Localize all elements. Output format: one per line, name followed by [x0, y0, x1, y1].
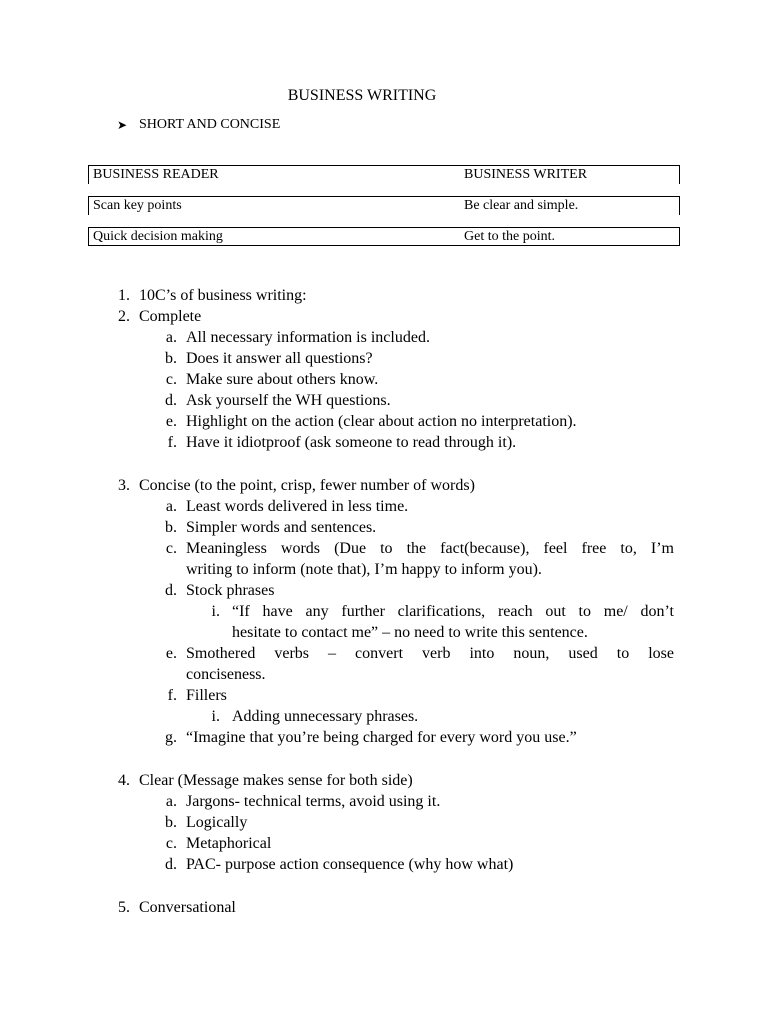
list-letter: e. [165, 645, 177, 662]
list-text: 10C’s of business writing: [139, 287, 307, 304]
list-text: writing to inform (note that), I’m happy to inform you). [186, 561, 542, 578]
list-text: Highlight on the action (clear about action no interpretation). [186, 413, 577, 430]
list-text: Jargons- technical terms, avoid using it. [186, 793, 441, 810]
list-text: Clear (Message makes sense for both side) [139, 772, 413, 789]
list-number: 1. [118, 287, 130, 304]
table-header-cell: BUSINESS WRITER [464, 167, 588, 182]
list-number: 3. [118, 477, 130, 494]
subheading-text: SHORT AND CONCISE [139, 117, 281, 132]
list-text: Have it idiotproof (ask someone to read through it). [186, 434, 517, 451]
table-cell: Quick decision making [93, 229, 223, 244]
table-cell: Get to the point. [464, 229, 555, 244]
list-text: Stock phrases [186, 582, 275, 599]
list-text: “If have any further clarifications, reach out to me/ don’t [232, 603, 674, 620]
list-text: Meaningless words (Due to the fact(because), feel free to, I’m [186, 540, 674, 557]
table-header-cell: BUSINESS READER [93, 167, 219, 182]
list-text: Fillers [186, 687, 227, 704]
list-text: Conversational [139, 899, 236, 916]
list-letter: e. [165, 413, 177, 430]
subheading [117, 117, 280, 133]
arrowhead-bullet-icon: ➤ [117, 117, 128, 132]
table-row [88, 227, 680, 246]
table-cell: Scan key points [93, 198, 182, 213]
list-text: Make sure about others know. [186, 371, 379, 388]
list-letter: c. [165, 371, 177, 388]
list-text: Adding unnecessary phrases. [232, 708, 419, 725]
list-letter: a. [165, 498, 177, 515]
page-title: BUSINESS WRITING [287, 87, 437, 104]
table-cell: Be clear and simple. [464, 198, 579, 213]
list-letter: a. [165, 793, 177, 810]
list-text: hesitate to contact me” – no need to write this sentence. [232, 624, 588, 641]
list-letter: b. [165, 350, 177, 367]
list-number: 2. [118, 308, 130, 325]
list-letter: a. [165, 329, 177, 346]
table-header-row [88, 165, 680, 184]
list-letter: g. [165, 729, 177, 746]
list-text: “Imagine that you’re being charged for every word you use.” [186, 729, 577, 746]
list-number: 5. [118, 899, 130, 916]
list-roman: i. [211, 603, 220, 620]
list-text: Does it answer all questions? [186, 350, 373, 367]
list-text: Concise (to the point, crisp, fewer number of words) [139, 477, 475, 494]
list-text: Complete [139, 308, 202, 325]
list-letter: c. [165, 540, 177, 557]
list-roman: i. [211, 708, 220, 725]
list-text: Smothered verbs – convert verb into noun, used to lose [186, 645, 674, 662]
list-text: Metaphorical [186, 835, 272, 852]
list-text: Ask yourself the WH questions. [186, 392, 391, 409]
list-letter: f. [167, 434, 177, 451]
list-letter: d. [165, 582, 177, 599]
list-number: 4. [118, 772, 130, 789]
list-text: All necessary information is included. [186, 329, 430, 346]
list-text: PAC- purpose action consequence (why how what) [186, 856, 514, 873]
list-text: Logically [186, 814, 248, 831]
list-letter: d. [165, 856, 177, 873]
list-text: Simpler words and sentences. [186, 519, 377, 536]
list-letter: d. [165, 392, 177, 409]
list-letter: b. [165, 519, 177, 536]
list-text: conciseness. [186, 666, 266, 683]
list-letter: b. [165, 814, 177, 831]
list-letter: f. [167, 687, 177, 704]
list-letter: c. [165, 835, 177, 852]
table-row [88, 196, 680, 215]
list-text: Least words delivered in less time. [186, 498, 409, 515]
